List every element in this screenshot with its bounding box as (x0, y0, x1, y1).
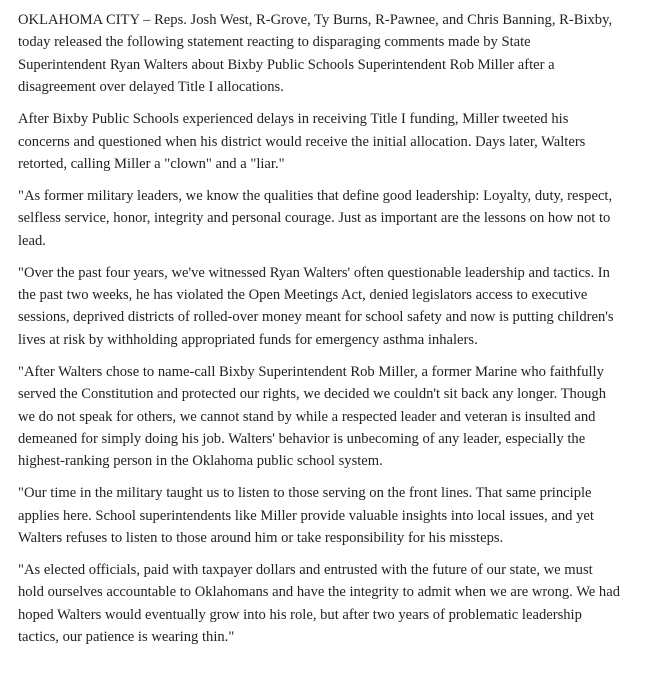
article-paragraph-quote-leadership: "As former military leaders, we know the qualities that define good leadership: Loyalty, duty, respect, selfless service, honor, integrity and personal courage. Just as important are the lessons on how not to lead. (18, 187, 613, 249)
article-paragraph-dateline: OKLAHOMA CITY – Reps. Josh West, R-Grove, Ty Burns, R-Pawnee, and Chris Banning, R-Bixby, today released the following statement reacting to disparaging comments made by State Superintendent Ryan Walters about Bixby Public Schools Superintendent Rob Miller after a disagreement over delayed Title I allocations. (18, 12, 613, 96)
article-paragraph-background: After Bixby Public Schools experienced delays in receiving Title I funding, Miller tweeted his concerns and questioned when his district would receive the initial allocation. Days later, Walters retorted, calling Miller a "clown" and a "liar." (18, 111, 586, 172)
article-paragraph-quote-accountability: "As elected officials, paid with taxpayer dollars and entrusted with the future of our state, we must hold ourselves accountable to Oklahomans and have the integrity to admit when we are wrong. We had hoped Walters would eventually grow into his role, but after two years of problematic leadership tactics, our patience is wearing thin." (18, 561, 620, 646)
article-paragraph-quote-tactics: "Over the past four years, we've witnessed Ryan Walters' often questionable leadership and tactics. In the past two weeks, he has violated the Open Meetings Act, denied legislators access to executive sessions, deprived districts of rolled-over money meant for school safety and now is putting children's lives at risk by withholding appropriated funds for emergency asthma inhalers. (18, 264, 614, 348)
article-paragraph-quote-military: "Our time in the military taught us to listen to those serving on the front lines. That same principle applies here. School superintendents like Miller provide valuable insights into local issues, and yet Walters refuses to listen to those around him or take responsibility for his missteps. (18, 485, 594, 547)
press-release-article (18, 9, 622, 658)
article-paragraph-quote-name-calling: "After Walters chose to name-call Bixby Superintendent Rob Miller, a former Marine who faithfully served the Constitution and protected our rights, we decided we couldn't sit back any longer. Though we do not speak for others, we cannot stand by while a respected leader and veteran is insulted and demeaned for simply doing his job. Walters' behavior is unbecoming of any leader, especially the highest-ranking person in the Oklahoma public school system. (18, 363, 607, 470)
